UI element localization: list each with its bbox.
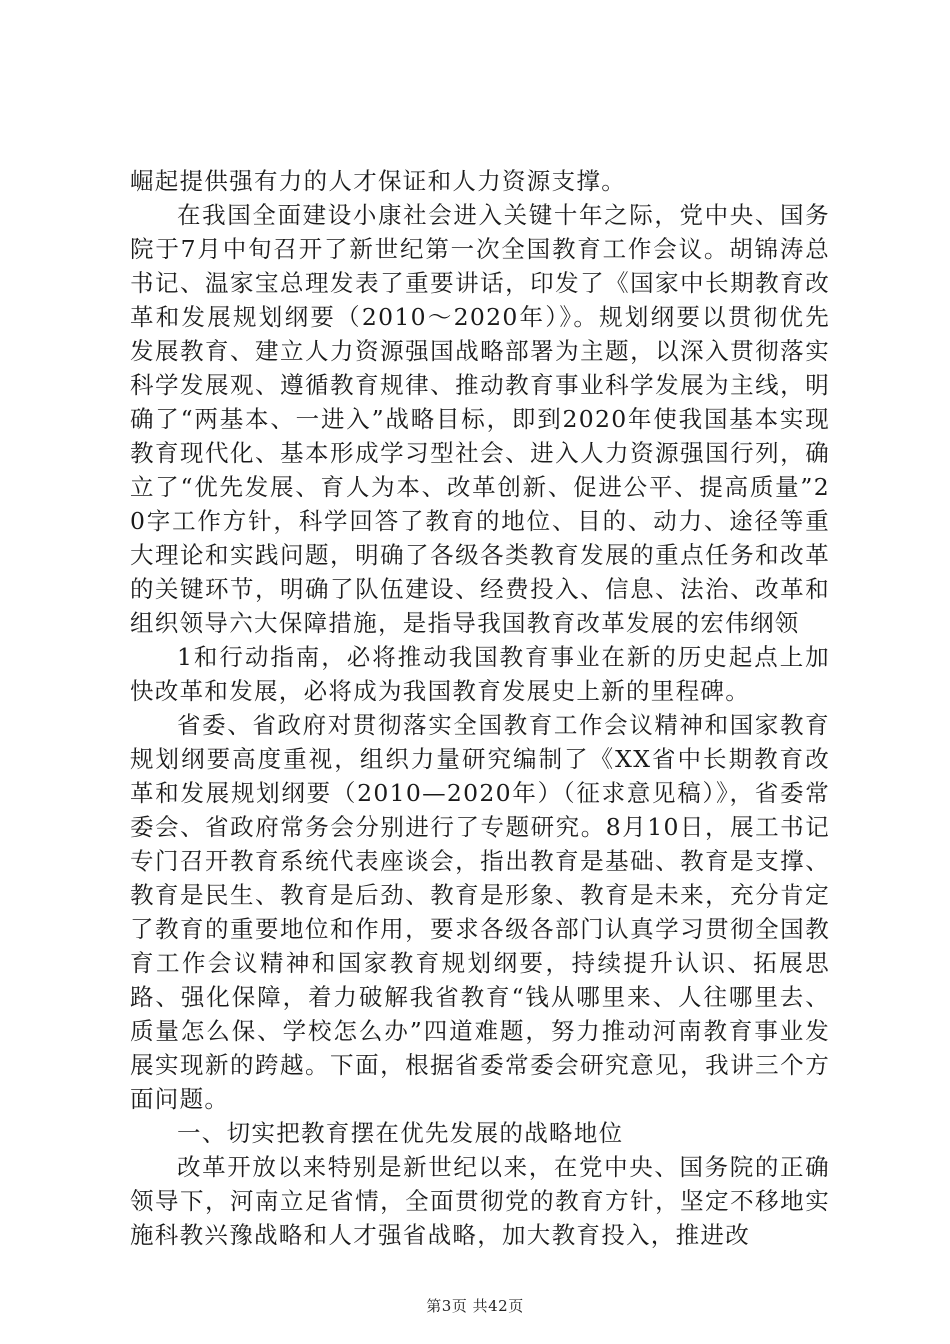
- page-number-label: 第3页 共42页: [426, 1297, 524, 1315]
- section-heading: 一、切实把教育摆在优先发展的战略地位: [177, 1119, 624, 1147]
- page-footer: [0, 1296, 950, 1316]
- document-body: [130, 164, 830, 1252]
- paragraph-action-guide: 1和行动指南，必将推动我国教育事业在新的历史起点上加快改革和发展，必将成为我国教育发展史上新的里程碑。: [130, 643, 830, 705]
- paragraph-reform-opening: 改革开放以来特别是新世纪以来，在党中央、国务院的正确领导下，河南立足省情，全面贯彻党的教育方针，坚定不移地实施科教兴豫战略和人才强省战略，加大教育投入，推进改: [130, 1153, 830, 1249]
- paragraph-provincial-response: 省委、省政府对贯彻落实全国教育工作会议精神和国家教育规划纲要高度重视，组织力量研究编制了《XX省中长期教育改革和发展规划纲要（2010—2020年）（征求意见稿）》，省委常委会、省政府常务会分别进行了专题研究。8月10日，展工书记专门召开教育系统代表座谈会，指出教育是基础、教育是支撑、教育是民生、教育是后劲、教育是形象、教育是未来，充分肯定了教育的重要地位和作用，要求各级各部门认真学习贯彻全国教育工作会议精神和国家教育规划纲要，持续提升认识、拓展思路、强化保障，着力破解我省教育“钱从哪里来、人往哪里去、质量怎么保、学校怎么办”四道难题，努力推动河南教育事业发展实现新的跨越。下面，根据省委常委会研究意见，我讲三个方面问题。: [130, 711, 830, 1113]
- paragraph-education-conference: 在我国全面建设小康社会进入关键十年之际，党中央、国务院于7月中旬召开了新世纪第一次全国教育工作会议。胡锦涛总书记、温家宝总理发表了重要讲话，印发了《国家中长期教育改革和发展规划纲要（2010～2020年）》。规划纲要以贯彻优先发展教育、建立人力资源强国战略部署为主题，以深入贯彻落实科学发展观、遵循教育规律、推动教育事业科学发展为主线，明确了“两基本、一进入”战略目标，即到2020年使我国基本实现教育现代化、基本形成学习型社会、进入人力资源强国行列，确立了“优先发展、育人为本、改革创新、促进公平、提高质量”20字工作方针，科学回答了教育的地位、目的、动力、途径等重大理论和实践问题，明确了各级各类教育发展的重点任务和改革的关键环节，明确了队伍建设、经费投入、信息、法治、改革和组织领导六大保障措施，是指导我国教育改革发展的宏伟纲领: [130, 201, 830, 637]
- paragraph-continuation: 崛起提供强有力的人才保证和人力资源支撑。: [130, 167, 626, 195]
